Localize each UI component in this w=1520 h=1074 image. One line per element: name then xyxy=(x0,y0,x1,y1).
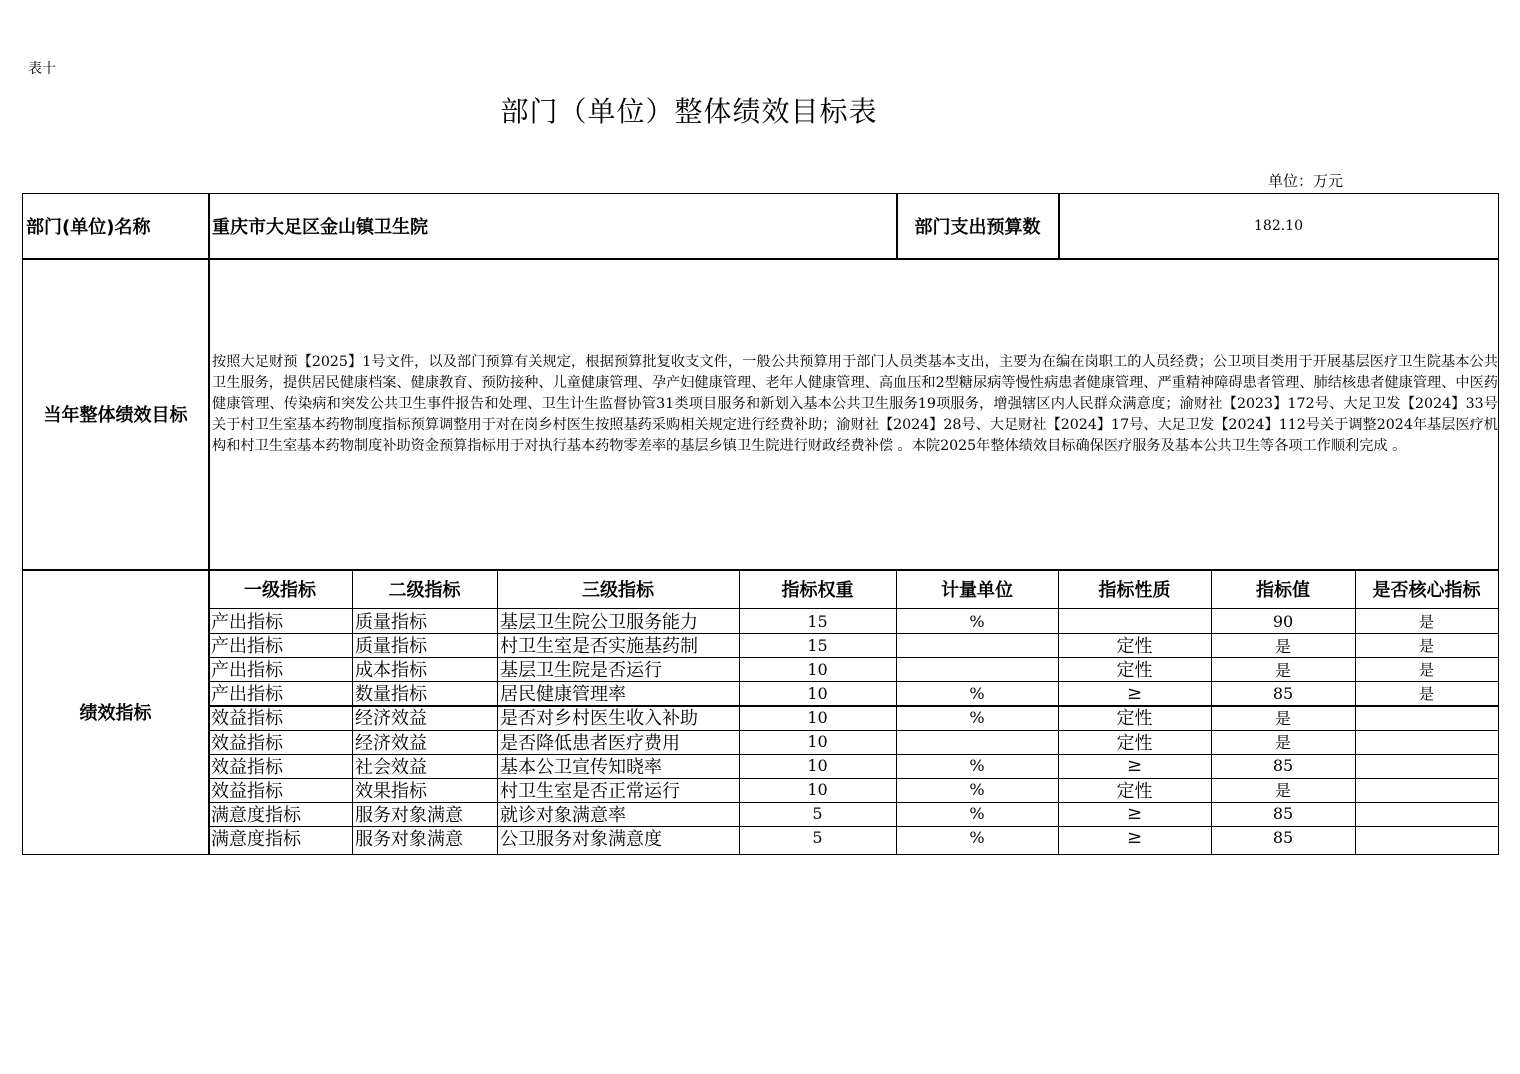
indicator-cell-core: 是 xyxy=(1418,612,1434,631)
indicator-cell-core xyxy=(1355,778,1498,802)
table-number: 表十 xyxy=(28,61,56,77)
indicator-cell-weight: 10 xyxy=(807,659,828,679)
indicator-cell-level3: 基层卫生院是否运行 xyxy=(500,660,662,682)
indicator-cell-unit: % xyxy=(969,804,985,824)
indicator-cell-unit xyxy=(896,657,1058,681)
indicator-cell-level1: 效益指标 xyxy=(211,780,283,802)
indicator-cell-nature: 定性 xyxy=(1116,708,1153,730)
indicator-cell-level3: 村卫生室是否正常运行 xyxy=(500,780,680,802)
indicator-cell-level2: 质量指标 xyxy=(355,636,427,658)
row-divider xyxy=(23,258,1498,260)
department-name-value: 重庆市大足区金山镇卫生院 xyxy=(212,217,428,238)
indicator-cell-unit: % xyxy=(969,611,985,631)
indicator-cell-core xyxy=(1355,826,1498,850)
indicator-cell-level3: 基本公卫宣传知晓率 xyxy=(500,756,662,778)
indicator-cell-weight: 15 xyxy=(807,635,828,655)
indicator-cell-value: 是 xyxy=(1274,708,1291,728)
indicator-cell-unit xyxy=(896,730,1058,754)
indicator-cell-core xyxy=(1355,730,1498,754)
column-header-value: 指标值 xyxy=(1256,580,1310,601)
indicator-cell-weight: 5 xyxy=(812,804,823,824)
column-header-level2: 二级指标 xyxy=(388,580,461,601)
indicator-cell-unit: % xyxy=(969,780,985,800)
column-header-level1: 一级指标 xyxy=(244,580,316,601)
indicator-cell-level1: 产出指标 xyxy=(211,612,283,634)
indicator-cell-level3: 公卫服务对象满意度 xyxy=(500,828,662,850)
indicator-cell-level2: 服务对象满意 xyxy=(355,828,463,850)
indicator-cell-level2: 经济效益 xyxy=(355,708,427,730)
indicator-cell-level1: 产出指标 xyxy=(211,660,283,682)
objective-text: 按照大足财预【2025】1号文件，以及部门预算有关规定，根据预算批复收支文件，一般公共预算用于部门人员类基本支出，主要为在编在岗职工的人员经费；公卫项目类用于开展基层医疗卫生院基本公共卫生服务，提供居民健康档案、健康教育、预防接种、儿童健康管理、孕产妇健康管理、老年人健康管理、高血压和2型糖尿病等慢性病患者健康管理、严重精神障碍患者管理、肺结核患者健康管理、中医药健康管理、传染病和突发公共卫生事件报告和处理、卫生计生监督协管31类项目服务和新划入基本公共卫生服务19项服务，增强辖区内人民群众满意度；渝财社【2023】172号、大足卫发【2024】33号关于村卫生室基本药物制度指标预算调整用于对在岗乡村医生按照基药采购相关规定进行经费补助；渝财社【2024】28号、大足财社【2024】17号、大足卫发【2024】112号关于调整2024年基层医疗机构和村卫生室基本药物制度补助资金预算指标用于对执行基本药物零差率的基层乡镇卫生院进行财政经费补偿 。本院2025年整体绩效目标确保医疗服务及基本公共卫生等各项工作顺利完成 。 xyxy=(212,354,1498,454)
budget-value: 182.10 xyxy=(1254,218,1303,234)
indicator-cell-nature: 定性 xyxy=(1116,732,1153,754)
indicator-cell-value: 85 xyxy=(1272,756,1294,776)
indicator-cell-level2: 社会效益 xyxy=(355,756,427,778)
indicator-cell-unit: % xyxy=(969,707,985,727)
budget-label: 部门支出预算数 xyxy=(914,217,1041,238)
indicator-cell-level1: 产出指标 xyxy=(211,636,283,658)
indicator-cell-level1: 效益指标 xyxy=(211,708,283,730)
indicator-cell-core: 是 xyxy=(1418,684,1434,703)
indicator-cell-level2: 质量指标 xyxy=(355,612,427,634)
indicator-cell-weight: 10 xyxy=(807,683,828,703)
document-title: 部门（单位）整体绩效目标表 xyxy=(500,95,878,128)
performance-table xyxy=(22,193,1499,855)
indicator-cell-nature: 定性 xyxy=(1116,660,1153,682)
indicator-cell-level3: 是否降低患者医疗费用 xyxy=(500,732,680,754)
indicator-cell-weight: 10 xyxy=(807,780,828,800)
unit-label: 单位：万元 xyxy=(1268,172,1344,190)
column-header-core: 是否核心指标 xyxy=(1372,580,1481,601)
indicator-cell-level1: 效益指标 xyxy=(211,732,283,754)
indicator-cell-nature: ≥ xyxy=(1126,827,1143,849)
indicator-cell-nature: ≥ xyxy=(1126,755,1143,777)
column-header-unit: 计量单位 xyxy=(941,580,1013,601)
department-name-label: 部门(单位)名称 xyxy=(26,217,151,238)
indicator-cell-level1: 效益指标 xyxy=(211,756,283,778)
indicator-cell-level2: 效果指标 xyxy=(355,780,427,802)
indicator-cell-weight: 10 xyxy=(807,732,828,752)
column-header-level3: 三级指标 xyxy=(582,580,654,601)
indicator-cell-value: 是 xyxy=(1274,660,1291,680)
indicator-cell-weight: 10 xyxy=(807,756,828,776)
indicator-cell-level3: 就诊对象满意率 xyxy=(500,804,626,826)
indicator-cell-core: 是 xyxy=(1418,660,1434,679)
indicator-cell-core: 是 xyxy=(1418,636,1434,655)
indicator-cell-weight: 10 xyxy=(807,707,828,727)
indicator-cell-level3: 基层卫生院公卫服务能力 xyxy=(500,612,698,634)
indicator-cell-level2: 成本指标 xyxy=(355,660,427,682)
indicators-label: 绩效指标 xyxy=(79,703,152,724)
objective-label: 当年整体绩效目标 xyxy=(43,405,188,426)
indicator-cell-level3: 居民健康管理率 xyxy=(500,684,626,706)
column-header-nature: 指标性质 xyxy=(1098,580,1171,601)
indicator-cell-level3: 是否对乡村医生收入补助 xyxy=(500,708,698,730)
indicator-cell-weight: 5 xyxy=(812,828,823,848)
indicator-cell-unit: % xyxy=(969,756,985,776)
indicator-cell-nature: ≥ xyxy=(1126,803,1143,825)
indicator-cell-level2: 经济效益 xyxy=(355,732,427,754)
indicator-cell-nature: 定性 xyxy=(1116,636,1153,658)
column-header-weight: 指标权重 xyxy=(781,580,854,601)
indicator-cell-level1: 满意度指标 xyxy=(211,828,301,850)
indicator-cell-unit: % xyxy=(969,683,985,703)
indicator-cell-nature: ≥ xyxy=(1126,682,1143,704)
indicator-cell-nature: 定性 xyxy=(1116,780,1153,802)
indicator-cell-value: 是 xyxy=(1274,636,1291,656)
indicator-cell-level1: 产出指标 xyxy=(211,684,283,706)
indicator-cell-value: 是 xyxy=(1274,733,1291,753)
indicator-cell-nature xyxy=(1058,609,1211,633)
indicator-cell-level3: 村卫生室是否实施基药制 xyxy=(500,636,698,658)
indicator-cell-value: 85 xyxy=(1272,804,1294,824)
indicator-cell-unit xyxy=(896,633,1058,657)
indicator-cell-level2: 服务对象满意 xyxy=(355,804,463,826)
indicator-cell-value: 85 xyxy=(1272,828,1294,848)
indicator-cell-level1: 满意度指标 xyxy=(211,804,301,826)
indicator-cell-unit: % xyxy=(969,828,985,848)
indicator-cell-core xyxy=(1355,802,1498,826)
indicator-cell-level2: 数量指标 xyxy=(355,684,427,706)
indicator-cell-core xyxy=(1355,705,1498,729)
indicator-cell-core xyxy=(1355,754,1498,778)
indicator-cell-value: 90 xyxy=(1272,611,1294,631)
indicator-cell-value: 85 xyxy=(1272,683,1294,703)
indicator-cell-weight: 15 xyxy=(807,611,828,631)
indicator-cell-value: 是 xyxy=(1274,781,1291,801)
